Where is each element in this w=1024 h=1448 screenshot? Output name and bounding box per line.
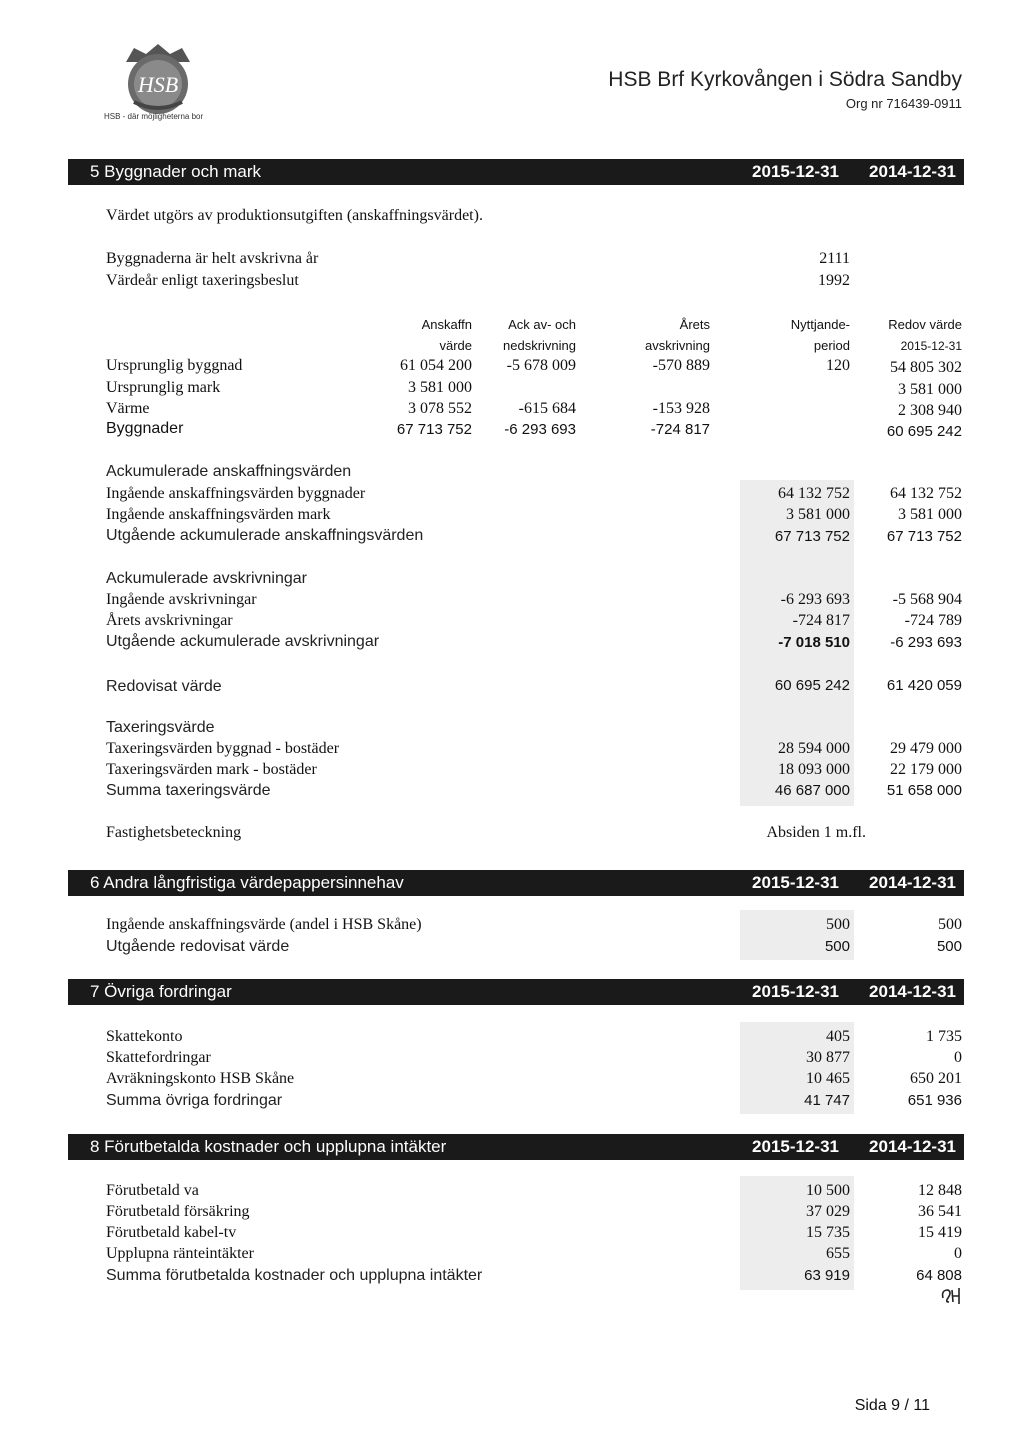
- cell: 12 848: [918, 1182, 962, 1199]
- cell: 54 805 302: [890, 359, 962, 376]
- cell: 29 479 000: [890, 740, 962, 757]
- cell: 3 078 552: [408, 400, 472, 417]
- cell: 405: [826, 1028, 850, 1045]
- cell: 63 919: [804, 1267, 850, 1284]
- col-date-current: 2015-12-31: [752, 982, 839, 1001]
- cell: 3 581 000: [786, 506, 850, 523]
- cell: 28 594 000: [778, 740, 850, 757]
- year-label: Byggnaderna är helt avskrivna år: [106, 250, 319, 267]
- property-label: Fastighetsbeteckning: [106, 824, 242, 841]
- cell: 650 201: [910, 1070, 962, 1087]
- cell: 15 419: [918, 1224, 962, 1241]
- col-head: nedskrivning: [503, 338, 576, 353]
- cell: 64 132 752: [890, 485, 962, 502]
- hsb-logo: [112, 40, 204, 116]
- row-label: Ingående anskaffningsvärde (andel i HSB Skåne): [106, 916, 422, 933]
- row-label: Summa förutbetalda kostnader och upplupna intäkter: [106, 1267, 483, 1284]
- cell: -724 817: [792, 612, 850, 629]
- cell: -724 789: [904, 612, 962, 629]
- cell: 500: [936, 938, 962, 955]
- col-date-current: 2015-12-31: [752, 1137, 839, 1156]
- cell: 500: [826, 916, 850, 933]
- col-date-current: 2015-12-31: [752, 162, 839, 181]
- row-label: Ingående anskaffningsvärden mark: [106, 506, 331, 523]
- cell: 1 735: [926, 1028, 962, 1045]
- cell: -153 928: [652, 400, 710, 417]
- col-head: Ack av- och: [508, 317, 576, 332]
- cell: 51 658 000: [886, 782, 962, 799]
- row-label: Årets avskrivningar: [106, 612, 233, 629]
- row-label: Skattekonto: [106, 1028, 183, 1045]
- section-5-header: [68, 159, 964, 185]
- cell: 2 308 940: [898, 402, 962, 419]
- section-6-header: [68, 870, 964, 896]
- s5-intro: Värdet utgörs av produktionsutgiften (anskaffningsvärdet).: [106, 207, 483, 224]
- cell: 64 808: [916, 1267, 962, 1284]
- col-date-previous: 2014-12-31: [869, 873, 956, 892]
- row-label: Förutbetald försäkring: [106, 1203, 250, 1220]
- cell: 36 541: [918, 1203, 962, 1220]
- property-value: Absiden 1 m.fl.: [766, 824, 866, 841]
- cell: -5 568 904: [892, 591, 962, 608]
- cell: 10 465: [806, 1070, 850, 1087]
- cell: 500: [938, 916, 962, 933]
- cell: 655: [826, 1245, 850, 1262]
- year-value: 1992: [818, 272, 850, 289]
- logo-caption: HSB - där möjligheterna bor: [104, 112, 204, 121]
- col-head: avskrivning: [644, 338, 710, 353]
- cell: -570 889: [652, 357, 710, 374]
- col-head: Årets: [679, 317, 710, 332]
- col-head: Redov värde: [888, 317, 962, 332]
- row-label: Utgående redovisat värde: [106, 938, 290, 955]
- cell: 15 735: [806, 1224, 850, 1241]
- row-label: Ursprunglig mark: [106, 379, 221, 396]
- cell: 3 581 000: [898, 381, 962, 398]
- dep-title: Ackumulerade avskrivningar: [106, 570, 307, 587]
- book-value-label: Redovisat värde: [106, 678, 222, 695]
- cell: 64 132 752: [778, 485, 850, 502]
- cell: 61 054 200: [400, 357, 472, 374]
- row-label: Summa övriga fordringar: [106, 1092, 283, 1109]
- row-label: Ursprunglig byggnad: [106, 357, 243, 374]
- section-8-header: [68, 1134, 964, 1160]
- cell: -6 293 693: [504, 421, 576, 438]
- row-label: Förutbetald kabel-tv: [106, 1224, 237, 1241]
- cell: 61 420 059: [886, 677, 962, 694]
- cell: -6 293 693: [780, 591, 850, 608]
- row-label: Avräkningskonto HSB Skåne: [106, 1070, 295, 1087]
- section-7-header: [68, 979, 964, 1005]
- cell: 67 713 752: [396, 421, 472, 438]
- cell: 67 713 752: [774, 528, 850, 545]
- row-label: Summa taxeringsvärde: [106, 782, 271, 799]
- cell: 651 936: [907, 1092, 962, 1109]
- row-label: Taxeringsvärden byggnad - bostäder: [106, 740, 340, 757]
- col-date-previous: 2014-12-31: [869, 1137, 956, 1156]
- row-label: Ingående avskrivningar: [106, 591, 257, 608]
- cell: 67 713 752: [886, 528, 962, 545]
- cell: 30 877: [806, 1049, 850, 1066]
- cell: -7 018 510: [778, 634, 850, 651]
- cell: 60 695 242: [774, 677, 850, 694]
- cell: 500: [824, 938, 850, 955]
- section-7-title: 7 Övriga fordringar: [90, 982, 232, 1001]
- cell: 0: [954, 1049, 962, 1066]
- cell: -6 293 693: [890, 634, 962, 651]
- cell: 3 581 000: [898, 506, 962, 523]
- cell: 3 581 000: [408, 379, 472, 396]
- row-label: Upplupna ränteintäkter: [106, 1245, 254, 1262]
- row-label: Ingående anskaffningsvärden byggnader: [106, 485, 366, 502]
- col-date-previous: 2014-12-31: [869, 162, 956, 181]
- row-label: Taxeringsvärden mark - bostäder: [106, 761, 317, 778]
- col-date-previous: 2014-12-31: [869, 982, 956, 1001]
- cell: -615 684: [518, 400, 576, 417]
- row-label: Utgående ackumulerade avskrivningar: [106, 633, 380, 650]
- section-5-title: 5 Byggnader och mark: [90, 162, 262, 181]
- cell: 46 687 000: [774, 782, 850, 799]
- col-head: period: [813, 338, 850, 353]
- row-label: Förutbetald va: [106, 1182, 199, 1199]
- row-label: Utgående ackumulerade anskaffningsvärden: [106, 527, 424, 544]
- page-number: Sida 9 / 11: [854, 1397, 930, 1414]
- section-8-title: 8 Förutbetalda kostnader och upplupna intäkter: [90, 1137, 447, 1156]
- cell: -5 678 009: [506, 357, 576, 374]
- tax-title: Taxeringsvärde: [106, 719, 215, 736]
- row-label: Byggnader: [106, 420, 184, 437]
- year-label: Värdeår enligt taxeringsbeslut: [106, 272, 299, 289]
- cell: 22 179 000: [890, 761, 962, 778]
- row-label: Värme: [106, 400, 150, 417]
- year-value: 2111: [819, 250, 850, 267]
- cell: 18 093 000: [778, 761, 850, 778]
- cell: 0: [954, 1245, 962, 1262]
- col-head: Nyttjande-: [790, 317, 850, 332]
- col-date-current: 2015-12-31: [752, 873, 839, 892]
- col-head: Anskaffn: [421, 317, 472, 332]
- cell: 41 747: [804, 1092, 850, 1109]
- handwritten-initials: [940, 1284, 970, 1308]
- cell: -724 817: [650, 421, 710, 438]
- svg-text:HSB: HSB: [137, 72, 179, 97]
- acc-title: Ackumulerade anskaffningsvärden: [106, 463, 352, 480]
- cell: 120: [826, 357, 850, 374]
- org-number: Org nr 716439-0911: [845, 96, 962, 111]
- cell: 60 695 242: [886, 423, 962, 440]
- cell: 37 029: [806, 1203, 850, 1220]
- cell: 10 500: [806, 1182, 850, 1199]
- col-head: värde: [439, 338, 472, 353]
- page-title: HSB Brf Kyrkovången i Södra Sandby: [608, 68, 962, 91]
- section-6-title: 6 Andra långfristiga värdepappersinnehav: [90, 873, 404, 892]
- col-head: 2015-12-31: [900, 339, 962, 353]
- row-label: Skattefordringar: [106, 1049, 211, 1066]
